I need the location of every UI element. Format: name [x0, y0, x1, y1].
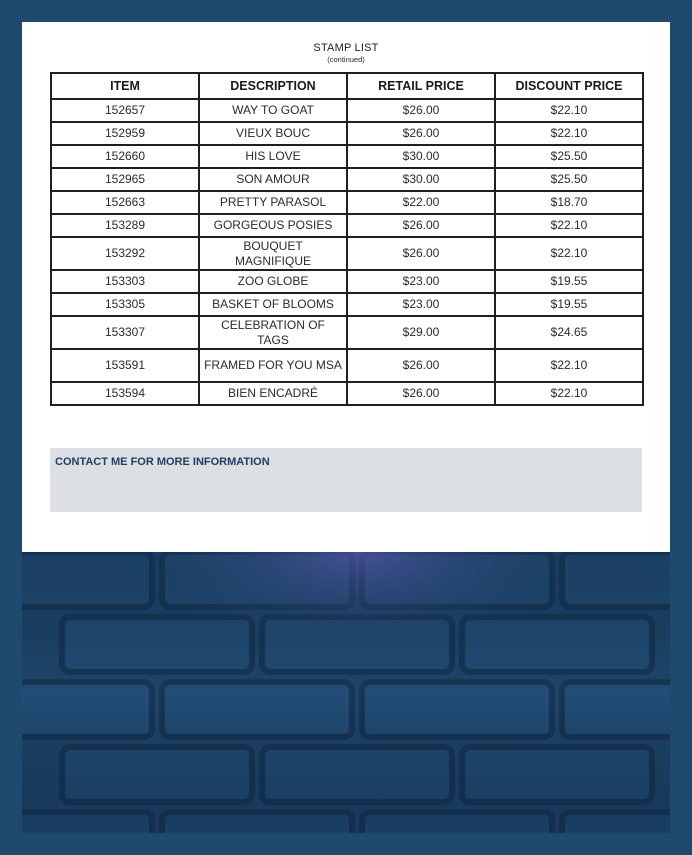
description-cell: FRAMED FOR YOU MSA [199, 349, 347, 382]
table-row [51, 382, 643, 405]
description-cell: PRETTY PARASOL [199, 191, 347, 214]
discount-price-cell: $25.50 [495, 145, 643, 168]
item-cell: 153305 [51, 293, 199, 316]
table-row [51, 316, 643, 349]
discount-price-cell: $19.55 [495, 293, 643, 316]
item-cell: 153292 [51, 237, 199, 270]
item-cell: 153303 [51, 270, 199, 293]
column-header-discount-price: DISCOUNT PRICE [495, 73, 643, 99]
retail-price-cell: $22.00 [347, 191, 495, 214]
item-cell: 153307 [51, 316, 199, 349]
table-row [51, 145, 643, 168]
item-cell: 153594 [51, 382, 199, 405]
contact-box [50, 448, 642, 512]
retail-price-cell: $26.00 [347, 382, 495, 405]
description-cell: GORGEOUS POSIES [199, 214, 347, 237]
retail-price-cell: $26.00 [347, 122, 495, 145]
item-cell: 152660 [51, 145, 199, 168]
retail-price-cell: $26.00 [347, 214, 495, 237]
table-row [51, 168, 643, 191]
item-cell: 152959 [51, 122, 199, 145]
discount-price-cell: $22.10 [495, 349, 643, 382]
item-cell: 152657 [51, 99, 199, 122]
discount-price-cell: $18.70 [495, 191, 643, 214]
retail-price-cell: $30.00 [347, 168, 495, 191]
item-cell: 152965 [51, 168, 199, 191]
retail-price-cell: $29.00 [347, 316, 495, 349]
item-cell: 153591 [51, 349, 199, 382]
item-cell: 152663 [51, 191, 199, 214]
table-header-row [51, 73, 643, 99]
column-header-retail-price: RETAIL PRICE [347, 73, 495, 99]
column-header-description: DESCRIPTION [199, 73, 347, 99]
description-cell: VIEUX BOUC [199, 122, 347, 145]
discount-price-cell: $24.65 [495, 316, 643, 349]
contact-label: CONTACT ME FOR MORE INFORMATION [55, 456, 270, 468]
discount-price-cell: $22.10 [495, 214, 643, 237]
item-cell: 153289 [51, 214, 199, 237]
description-cell: SON AMOUR [199, 168, 347, 191]
stamp-table [50, 72, 644, 406]
discount-price-cell: $22.10 [495, 382, 643, 405]
page-subtitle: (continued) [327, 55, 365, 64]
discount-price-cell: $22.10 [495, 237, 643, 270]
retail-price-cell: $23.00 [347, 293, 495, 316]
table-row [51, 349, 643, 382]
discount-price-cell: $19.55 [495, 270, 643, 293]
retail-price-cell: $26.00 [347, 349, 495, 382]
discount-price-cell: $22.10 [495, 99, 643, 122]
brick-wall-background [22, 552, 670, 833]
description-cell: ZOO GLOBE [199, 270, 347, 293]
table-row [51, 99, 643, 122]
description-cell: WAY TO GOAT [199, 99, 347, 122]
description-cell: HIS LOVE [199, 145, 347, 168]
description-cell: BOUQUET MAGNIFIQUE [199, 237, 347, 270]
description-cell: CELEBRATION OF TAGS [199, 316, 347, 349]
table-row [51, 191, 643, 214]
column-header-item: ITEM [51, 73, 199, 99]
discount-price-cell: $22.10 [495, 122, 643, 145]
description-cell: BASKET OF BLOOMS [199, 293, 347, 316]
discount-price-cell: $25.50 [495, 168, 643, 191]
description-cell: BIEN ENCADRÉ [199, 382, 347, 405]
retail-price-cell: $26.00 [347, 237, 495, 270]
stamp-list-sheet [22, 22, 670, 552]
page-title: STAMP LIST [313, 42, 379, 54]
retail-price-cell: $26.00 [347, 99, 495, 122]
table-row [51, 214, 643, 237]
table-row [51, 270, 643, 293]
table-row [51, 237, 643, 270]
title-block [22, 42, 670, 64]
retail-price-cell: $23.00 [347, 270, 495, 293]
retail-price-cell: $30.00 [347, 145, 495, 168]
table-row [51, 122, 643, 145]
table-row [51, 293, 643, 316]
